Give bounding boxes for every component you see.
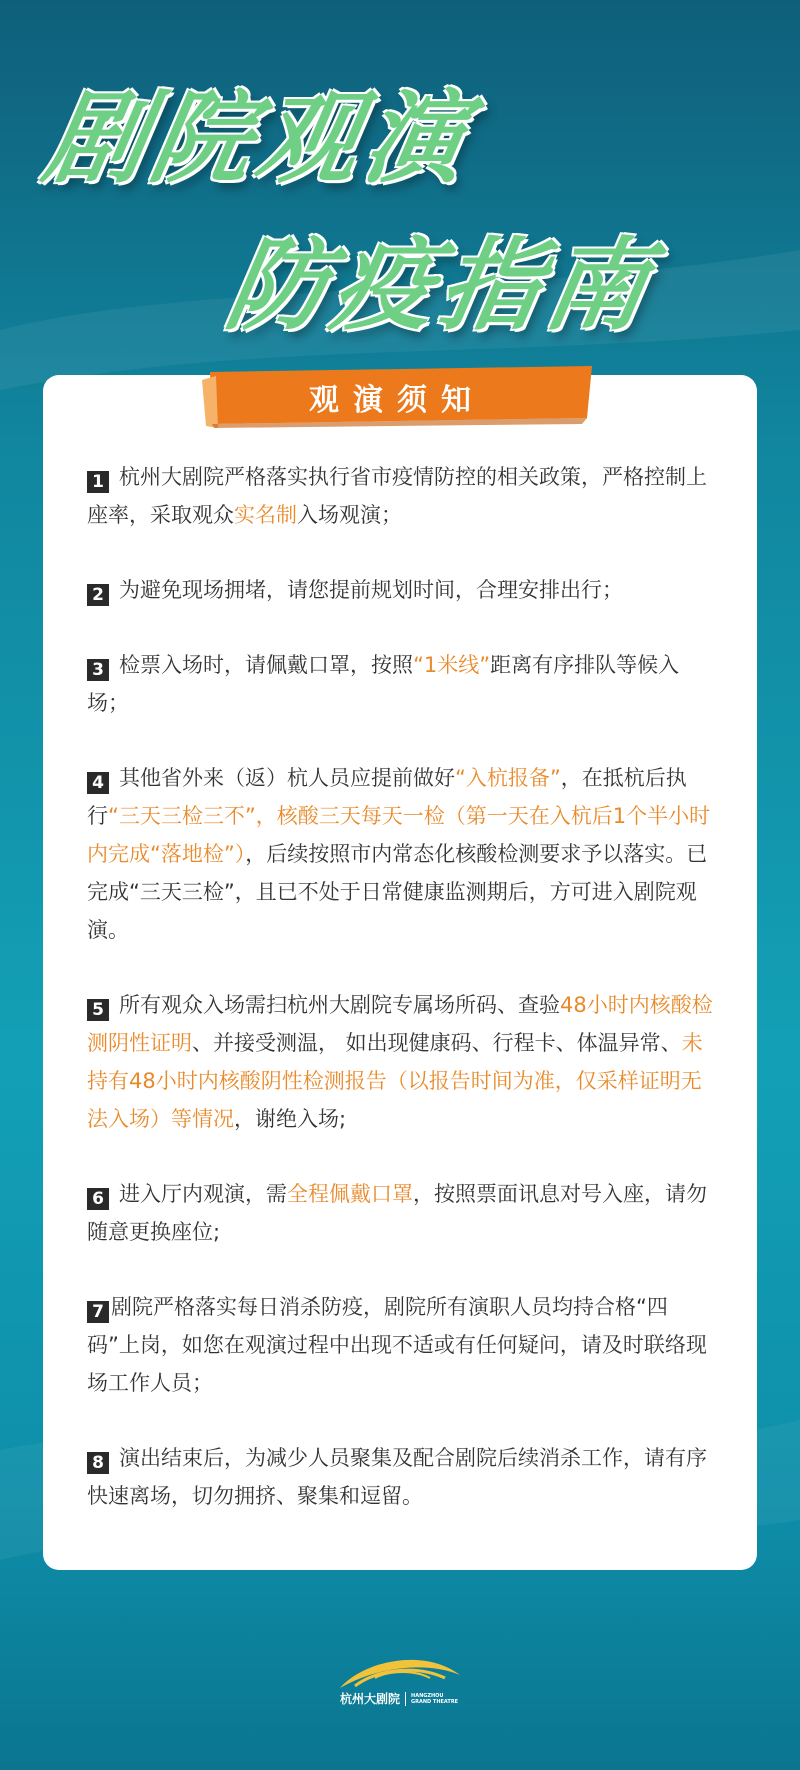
notice-item	[87, 458, 719, 534]
item-text: ，后续按照市内常态化核酸检测要求予以落实。已完成“三天三检”，且已不处于日常健康监测期后，方可进入剧院观演。	[87, 842, 708, 942]
logo-name-en-line2: GRAND THEATRE	[411, 1698, 459, 1705]
highlight-text: “1米线”	[413, 653, 491, 677]
item-number-badge: 4	[87, 772, 109, 794]
highlight-text: 未持有48小时内核酸阴性检测报告（以报告时间为准，仅采样证明无法入场）等情况	[87, 1031, 703, 1131]
ribbon-label: 观演须知	[309, 383, 485, 418]
highlight-text: “入杭报备”	[455, 766, 561, 790]
item-number-badge: 1	[87, 471, 109, 493]
notice-item	[87, 1288, 719, 1402]
highlight-text: 实名制	[234, 503, 297, 527]
notice-list	[87, 458, 719, 1552]
item-text: 剧院严格落实每日消杀防疫，剧院所有演职人员均持合格“四码”上岗，如您在观演过程中出现不适或有任何疑问，请及时联络现场工作人员；	[87, 1295, 707, 1395]
item-text: 其他省外来（返）杭人员应提前做好	[119, 766, 455, 790]
highlight-text: 全程佩戴口罩	[287, 1182, 413, 1206]
item-text: 杭州大剧院严格落实执行省市疫情防控的相关政策，严格控制上座率，采取观众	[87, 465, 707, 527]
highlight-text: “三天三检三不”，核酸三天每天一检（第一天在入杭后1个半小时内完成“落地检”）	[87, 804, 711, 866]
logo-divider	[405, 1692, 406, 1706]
notice-item	[87, 759, 719, 949]
notice-item	[87, 646, 719, 722]
theatre-logo	[340, 1690, 470, 1707]
item-text: 、并接受测温， 如出现健康码、行程卡、体温异常、	[192, 1031, 682, 1055]
item-number-badge: 6	[87, 1188, 109, 1210]
title-line-1: 剧院观演	[36, 80, 481, 197]
item-text: ，在抵杭后执行	[87, 766, 687, 828]
item-text: 距离有序排队等候入场；	[87, 653, 680, 715]
item-text: 为避免现场拥堵，请您提前规划时间，合理安排出行；	[119, 578, 623, 602]
highlight-text: 48小时内核酸检测阴性证明	[87, 993, 713, 1055]
item-number-badge: 3	[87, 659, 109, 681]
item-number-badge: 7	[87, 1301, 109, 1323]
notice-item	[87, 1439, 719, 1515]
notice-item	[87, 571, 719, 609]
logo-name-cn: 杭州大剧院	[340, 1692, 401, 1706]
notice-item	[87, 1175, 719, 1251]
notice-item	[87, 986, 719, 1138]
item-text: ，按照票面讯息对号入座，请勿随意更换座位;	[87, 1182, 707, 1244]
item-text: 所有观众入场需扫杭州大剧院专属场所码、查验	[119, 993, 560, 1017]
title-line-2: 防疫指南	[218, 227, 663, 344]
item-number-badge: 8	[87, 1452, 109, 1474]
item-text: 检票入场时，请佩戴口罩，按照	[119, 653, 413, 677]
item-number-badge: 5	[87, 999, 109, 1021]
item-text: 进入厅内观演，需	[119, 1182, 287, 1206]
item-number-badge: 2	[87, 584, 109, 606]
logo-name-en-line1: HANGZHOU	[411, 1692, 444, 1699]
item-text: 演出结束后，为减少人员聚集及配合剧院后续消杀工作，请有序快速离场，切勿拥挤、聚集和逗留。	[87, 1446, 707, 1508]
item-text: ，谢绝入场;	[234, 1107, 347, 1131]
item-text: 入场观演；	[297, 503, 402, 527]
